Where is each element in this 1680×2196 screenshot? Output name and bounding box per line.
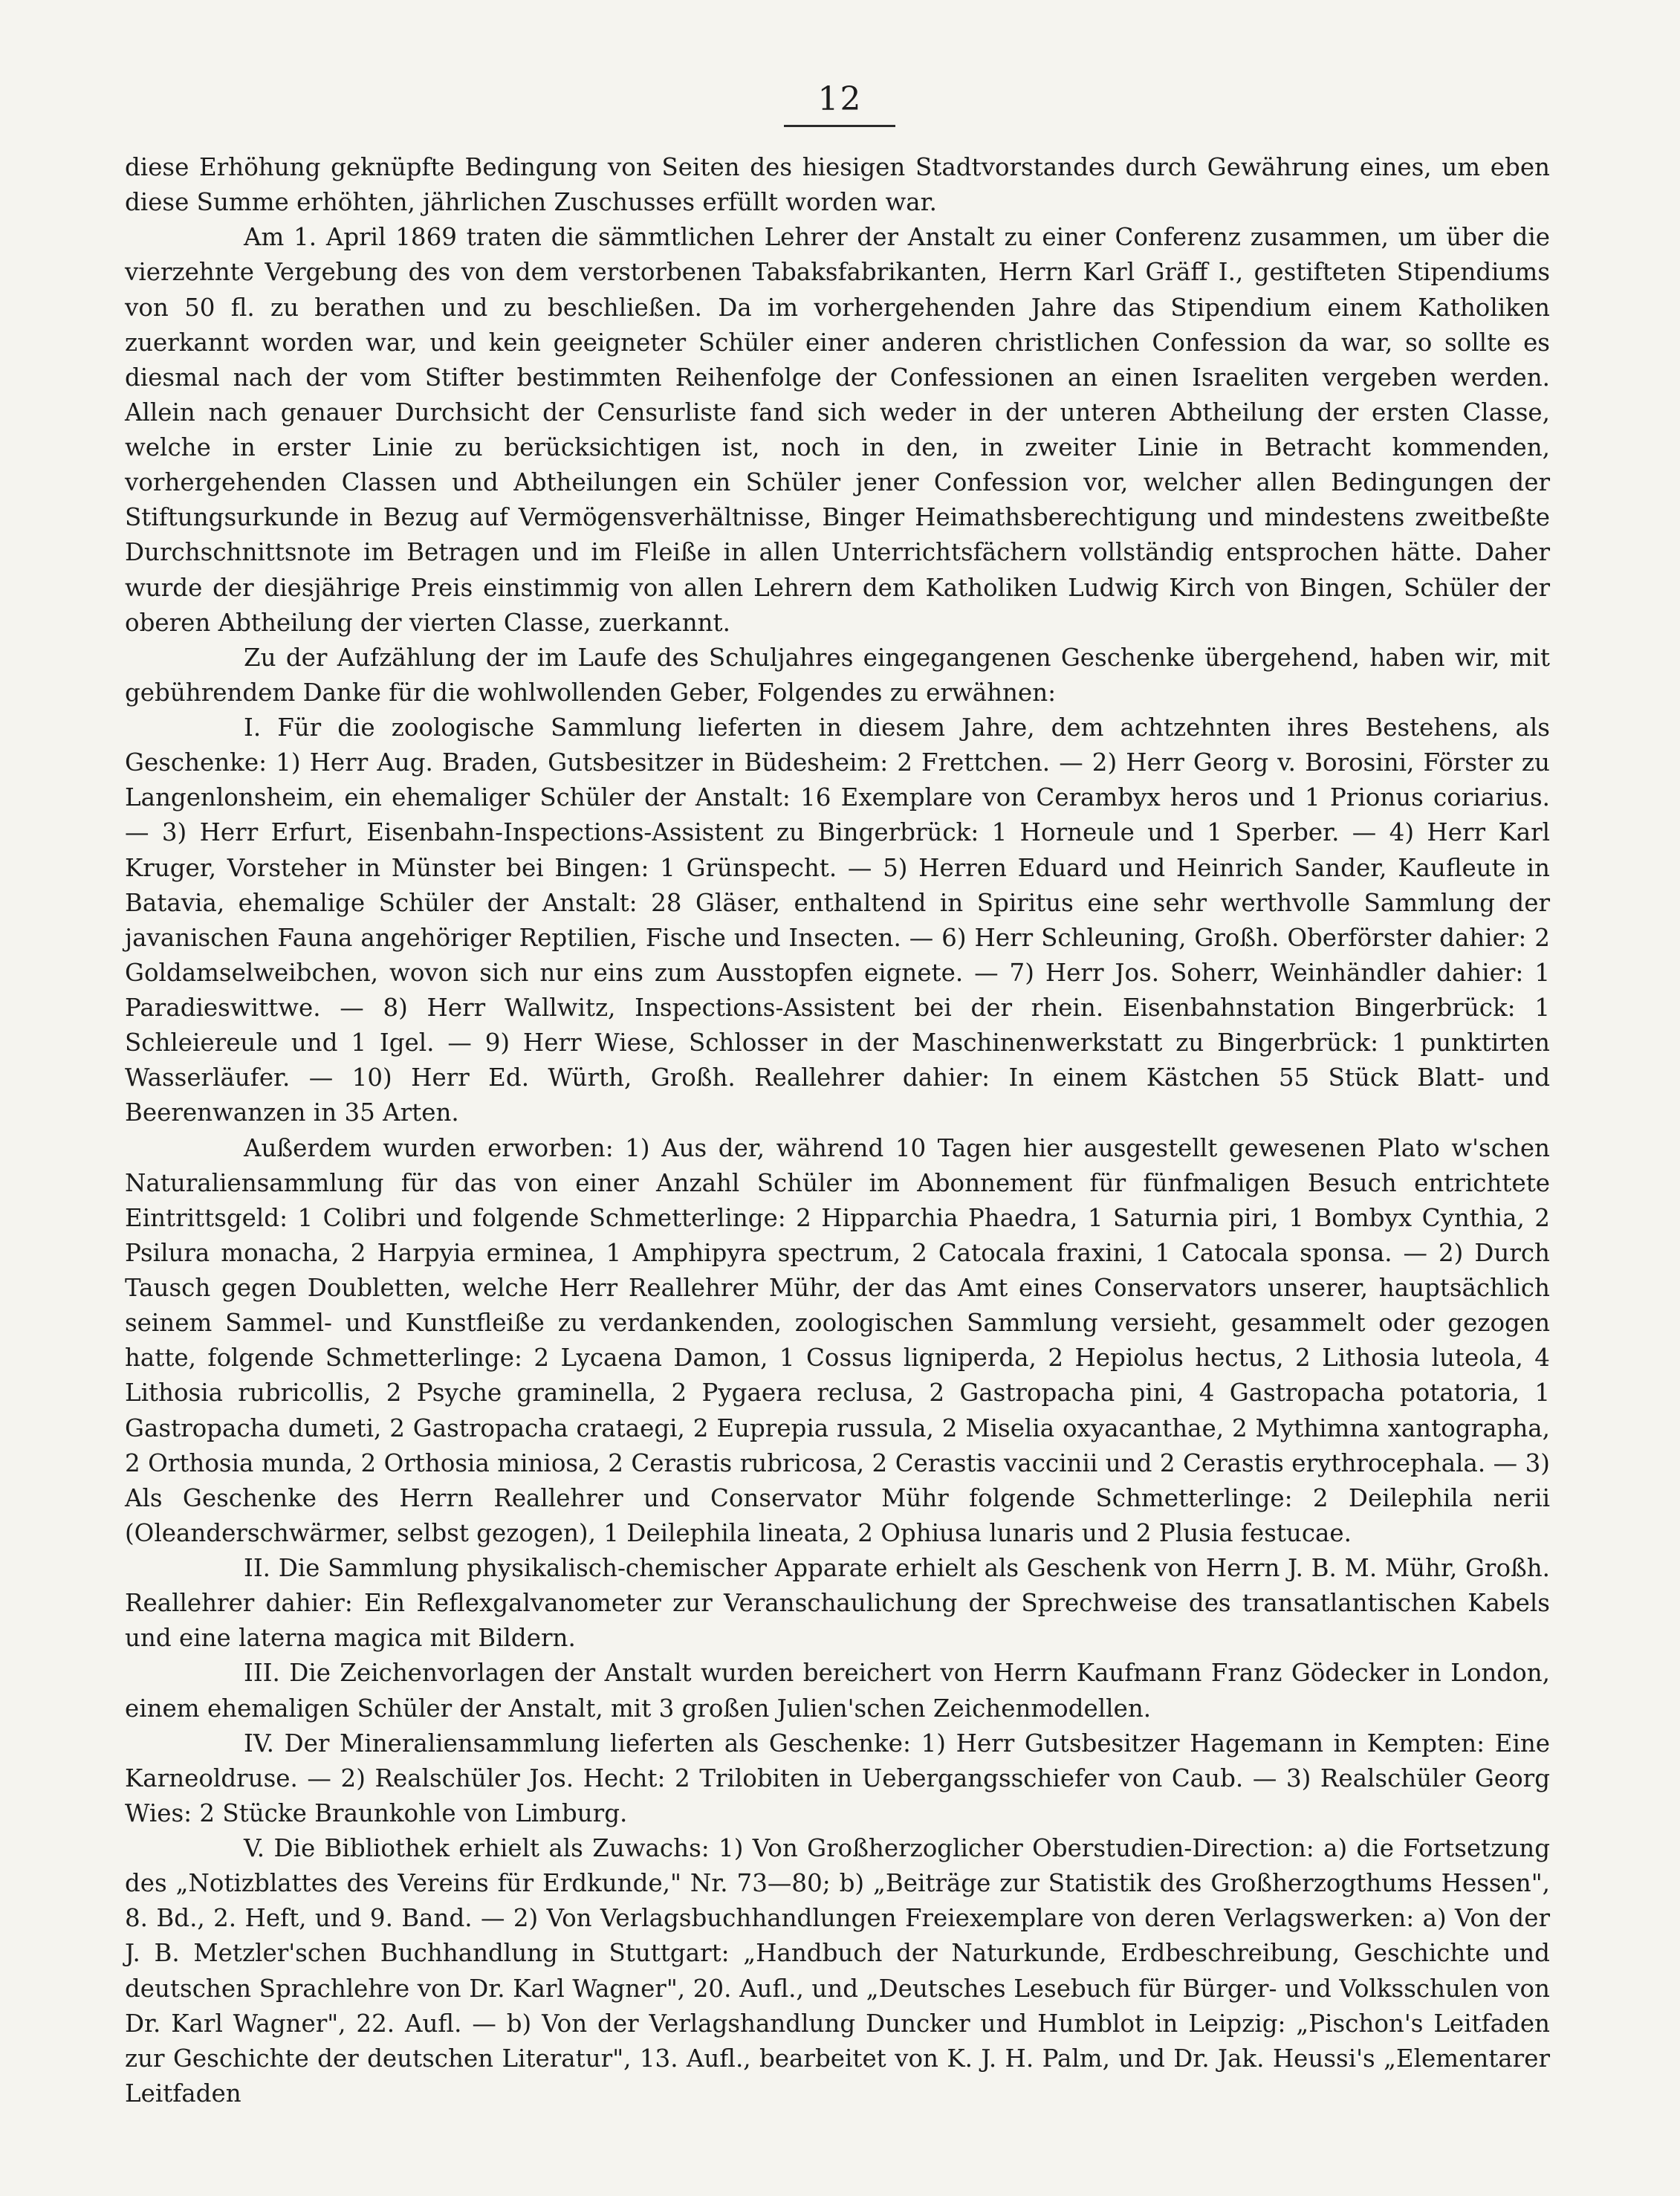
paragraph-drawing-models: III. Die Zeichenvorlagen der Anstalt wurden bereichert von Herrn Kaufmann Franz Gödecker in London, einem ehemaligen Schüler der Anstalt, mit 3 großen Julien'schen Zeichenmodellen.: [125, 1659, 1550, 1723]
paragraph-continuation: diese Erhöhung geknüpfte Bedingung von Seiten des hiesigen Stadtvorstandes durch Gewährung eines, um eben diese Summe erhöhten, jährlichen Zuschusses erfüllt worden war.: [125, 153, 1550, 217]
page-number-rule: [784, 125, 895, 127]
paragraph-acquisitions: Außerdem wurden erworben: 1) Aus der, während 10 Tagen hier ausgestellt gewesenen Plato w'schen Naturaliensammlung für das von einer Anzahl Schüler im Abonnement für fünfmaligen Besuch entrichtete Eintrittsgeld: 1 Colibri und folgende Schmetterlinge: 2 Hipparchia Phaedra, 1 Saturnia piri, 1 Bombyx Cynthia, 2 Psilura monacha, 2 Harpyia erminea, 1 Amphipyra spectrum, 2 Catocala fraxini, 1 Catocala sponsa. — 2) Durch Tausch gegen Doubletten, welche Herr Reallehrer Mühr, der das Amt eines Conservators unserer, hauptsächlich seinem Sammel- und Kunstfleiße zu verdankenden, zoologischen Sammlung versieht, gesammelt oder gezogen hatte, folgende Schmetterlinge: 2 Lycaena Damon, 1 Cossus ligniperda, 2 Hepiolus hectus, 2 Lithosia luteola, 4 Lithosia rubricollis, 2 Psyche graminella, 2 Pygaera reclusa, 2 Gastropacha pini, 4 Gastropacha potatoria, 1 Gastropacha dumeti, 2 Gastropacha crataegi, 2 Euprepia russula, 2 Miselia oxyacanthae, 2 Mythimna xantographa, 2 Orthosia munda, 2 Orthosia miniosa, 2 Cerastis rubricosa, 2 Cerastis vaccinii und 2 Cerastis erythrocephala. — 3) Als Geschenke des Herrn Reallehrer und Conservator Mühr folgende Schmetterlinge: 2 Deilephila nerii (Oleanderschwärmer, selbst gezogen), 1 Deilephila lineata, 2 Ophiusa lunaris und 2 Plusia festucae.: [125, 1133, 1550, 1547]
text-body: [125, 150, 1550, 2111]
paragraph-gifts-intro: Zu der Aufzählung der im Laufe des Schuljahres eingegangenen Geschenke übergehend, haben wir, mit gebührendem Danke für die wohlwollenden Geber, Folgendes zu erwähnen:: [125, 643, 1550, 707]
paragraph-zoological-collection: I. Für die zoologische Sammlung lieferten in diesem Jahre, dem achtzehnten ihres Bestehens, als Geschenke: 1) Herr Aug. Braden, Gutsbesitzer in Büdesheim: 2 Frettchen. — 2) Herr Georg v. Borosini, Förster zu Langenlonsheim, ein ehemaliger Schüler der Anstalt: 16 Exemplare von Cerambyx heros und 1 Prionus coriarius. — 3) Herr Erfurt, Eisenbahn-Inspections-Assistent zu Bingerbrück: 1 Horneule und 1 Sperber. — 4) Herr Karl Kruger, Vorsteher in Münster bei Bingen: 1 Grünspecht. — 5) Herren Eduard und Heinrich Sander, Kaufleute in Batavia, ehemalige Schüler der Anstalt: 28 Gläser, enthaltend in Spiritus eine sehr werthvolle Sammlung der javanischen Fauna angehöriger Reptilien, Fische und Insecten. — 6) Herr Schleuning, Großh. Oberförster dahier: 2 Goldamselweibchen, wovon sich nur eins zum Ausstopfen eignete. — 7) Herr Jos. Soherr, Weinhändler dahier: 1 Paradieswittwe. — 8) Herr Wallwitz, Inspections-Assistent bei der rhein. Eisenbahnstation Bingerbrück: 1 Schleiereule und 1 Igel. — 9) Herr Wiese, Schlosser in der Maschinenwerkstatt zu Bingerbrück: 1 punktirten Wasserläufer. — 10) Herr Ed. Würth, Großh. Reallehrer dahier: In einem Kästchen 55 Stück Blatt- und Beerenwanzen in 35 Arten.: [125, 713, 1550, 1127]
paragraph-library: V. Die Bibliothek erhielt als Zuwachs: 1) Von Großherzoglicher Oberstudien-Direction: a) die Fortsetzung des „Notizblattes des Vereins für Erdkunde," Nr. 73—80; b) „Beiträge zur Statistik des Großherzogthums Hessen", 8. Bd., 2. Heft, und 9. Band. — 2) Von Verlagsbuchhandlungen Freiexemplare von deren Verlagswerken: a) Von der J. B. Metzler'schen Buchhandlung in Stuttgart: „Handbuch der Naturkunde, Erdbeschreibung, Geschichte und deutschen Sprachlehre von Dr. Karl Wagner", 20. Aufl., und „Deutsches Lesebuch für Bürger- und Volksschulen von Dr. Karl Wagner", 22. Aufl. — b) Von der Verlagshandlung Duncker und Humblot in Leipzig: „Pischon's Leitfaden zur Geschichte der deutschen Literatur", 13. Aufl., bearbeitet von K. J. H. Palm, und Dr. Jak. Heussi's „Elementarer Leitfaden: [125, 1834, 1550, 2108]
paragraph-stipend: Am 1. April 1869 traten die sämmtlichen Lehrer der Anstalt zu einer Conferenz zusammen, um über die vierzehnte Vergebung des von dem verstorbenen Tabaksfabrikanten, Herrn Karl Gräff I., gestifteten Stipendiums von 50 fl. zu berathen und zu beschließen. Da im vorhergehenden Jahre das Stipendium einem Katholiken zuerkannt worden war, und kein geeigneter Schüler einer anderen christlichen Confession da war, so sollte es diesmal nach der vom Stifter bestimmten Reihenfolge der Confessionen an einen Israeliten vergeben werden. Allein nach genauer Durchsicht der Censurliste fand sich weder in der unteren Abtheilung der ersten Classe, welche in erster Linie zu berücksichtigen ist, noch in den, in zweiter Linie in Betracht kommenden, vorhergehenden Classen und Abtheilungen ein Schüler jener Confession vor, welcher allen Bedingungen der Stiftungsurkunde in Bezug auf Vermögensverhältnisse, Binger Heimathsberechtigung und mindestens zweitbeßte Durchschnittsnote im Betragen und im Fleiße in allen Unterrichtsfächern vollständig entsprochen hätte. Daher wurde der diesjährige Preis einstimmig von allen Lehrern dem Katholiken Ludwig Kirch von Bingen, Schüler der oberen Abtheilung der vierten Classe, zuerkannt.: [125, 223, 1550, 637]
paragraph-physics-apparatus: II. Die Sammlung physikalisch-chemischer Apparate erhielt als Geschenk von Herrn J. B. M. Mühr, Großh. Reallehrer dahier: Ein Reflexgalvanometer zur Veranschaulichung der Sprechweise des transatlantischen Kabels und eine laterna magica mit Bildern.: [125, 1554, 1550, 1653]
page-number: 12: [817, 80, 863, 118]
paragraph-mineral-collection: IV. Der Mineraliensammlung lieferten als Geschenke: 1) Herr Gutsbesitzer Hagemann in Kempten: Eine Karneoldruse. — 2) Realschüler Jos. Hecht: 2 Trilobiten in Uebergangsschiefer von Caub. — 3) Realschüler Georg Wies: 2 Stücke Braunkohle von Limburg.: [125, 1729, 1550, 1827]
